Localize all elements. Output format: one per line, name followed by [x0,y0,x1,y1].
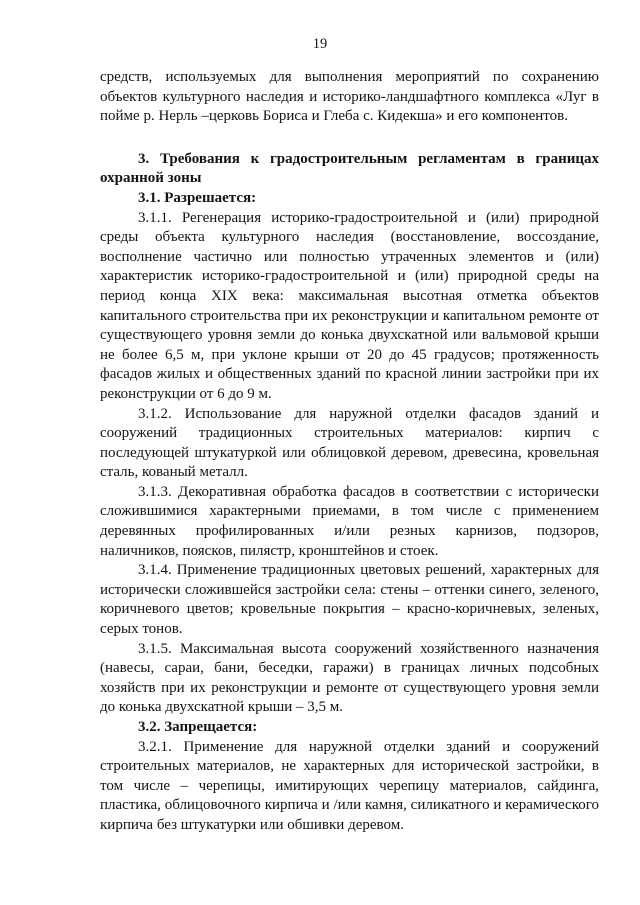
paragraph-3-2-1: 3.2.1. Применение для наружной отделки зданий и сооружений строительных материалов, не характерных для исторической застройки, в том числе – черепицы, имитирующих черепицу материалов, сайдинга, пластика, облицовочного кирпича и /или камня, силикатного и керамического кирпича без штукатурки или обшивки деревом. [100,738,599,833]
paragraph-3-1-2: 3.1.2. Использование для наружной отделки фасадов зданий и сооружений традиционных строительных материалов: кирпич с последующей штукатуркой или облицовкой деревом, древесина, кровельная сталь, кованый металл. [100,405,599,481]
intro-paragraph: средств, используемых для выполнения мероприятий по сохранению объектов культурного наследия и историко-ландшафтного комплекса «Луг в пойме р. Нерль –церковь Бориса и Глеба с. Кидекша» и его компонентов. [100,69,599,125]
paragraph-3-1-3: 3.1.3. Декоративная обработка фасадов в соответствии с исторически сложившимися характерными приемами, в том числе с применением деревянных профилированных и/или резных карнизов, подзоров, наличников, поясков, пилястр, кронштейнов и стоек. [100,483,599,559]
document-body [100,68,599,836]
section-3-1-heading: 3.1. Разрешается: [138,189,257,206]
paragraph-3-1-1: 3.1.1. Регенерация историко-градостроительной и (или) природной среды объекта культурного наследия (восстановление, воссоздание, восполнение частично или полностью утраченных элементов и (или) характеристик историко-градостроительной и (или) природной среды на период конца XIX века: максимальная высотная отметка объектов капитального строительства при их реконструкции и капитальном ремонте от существующего уровня земли до конька двухскатной или вальмовой крыши не более 6,5 м, при уклоне крыши от 20 до 45 градусов; протяженность фасадов жилых и общественных зданий по красной линии застройки при их реконструкции от 6 до 9 м. [100,209,599,402]
section-3-heading: 3. Требования к градостроительным регламентам в границах охранной зоны [100,150,599,187]
paragraph-3-1-4: 3.1.4. Применение традиционных цветовых решений, характерных для исторически сложившейся застройки села: стены – оттенки синего, зеленого, коричневого цветов; кровельные покрытия – красно-коричневых, зеленых, серых тонов. [100,562,599,638]
page-number: 19 [312,36,328,52]
paragraph-3-1-5: 3.1.5. Максимальная высота сооружений хозяйственного назначения (навесы, сараи, бани, беседки, гаражи) в границах личных подсобных хозяйств при их реконструкции и ремонте от существующего уровня земли до конька двухскатной крыши – 3,5 м. [100,640,599,716]
section-3-2-heading: 3.2. Запрещается: [138,719,258,735]
